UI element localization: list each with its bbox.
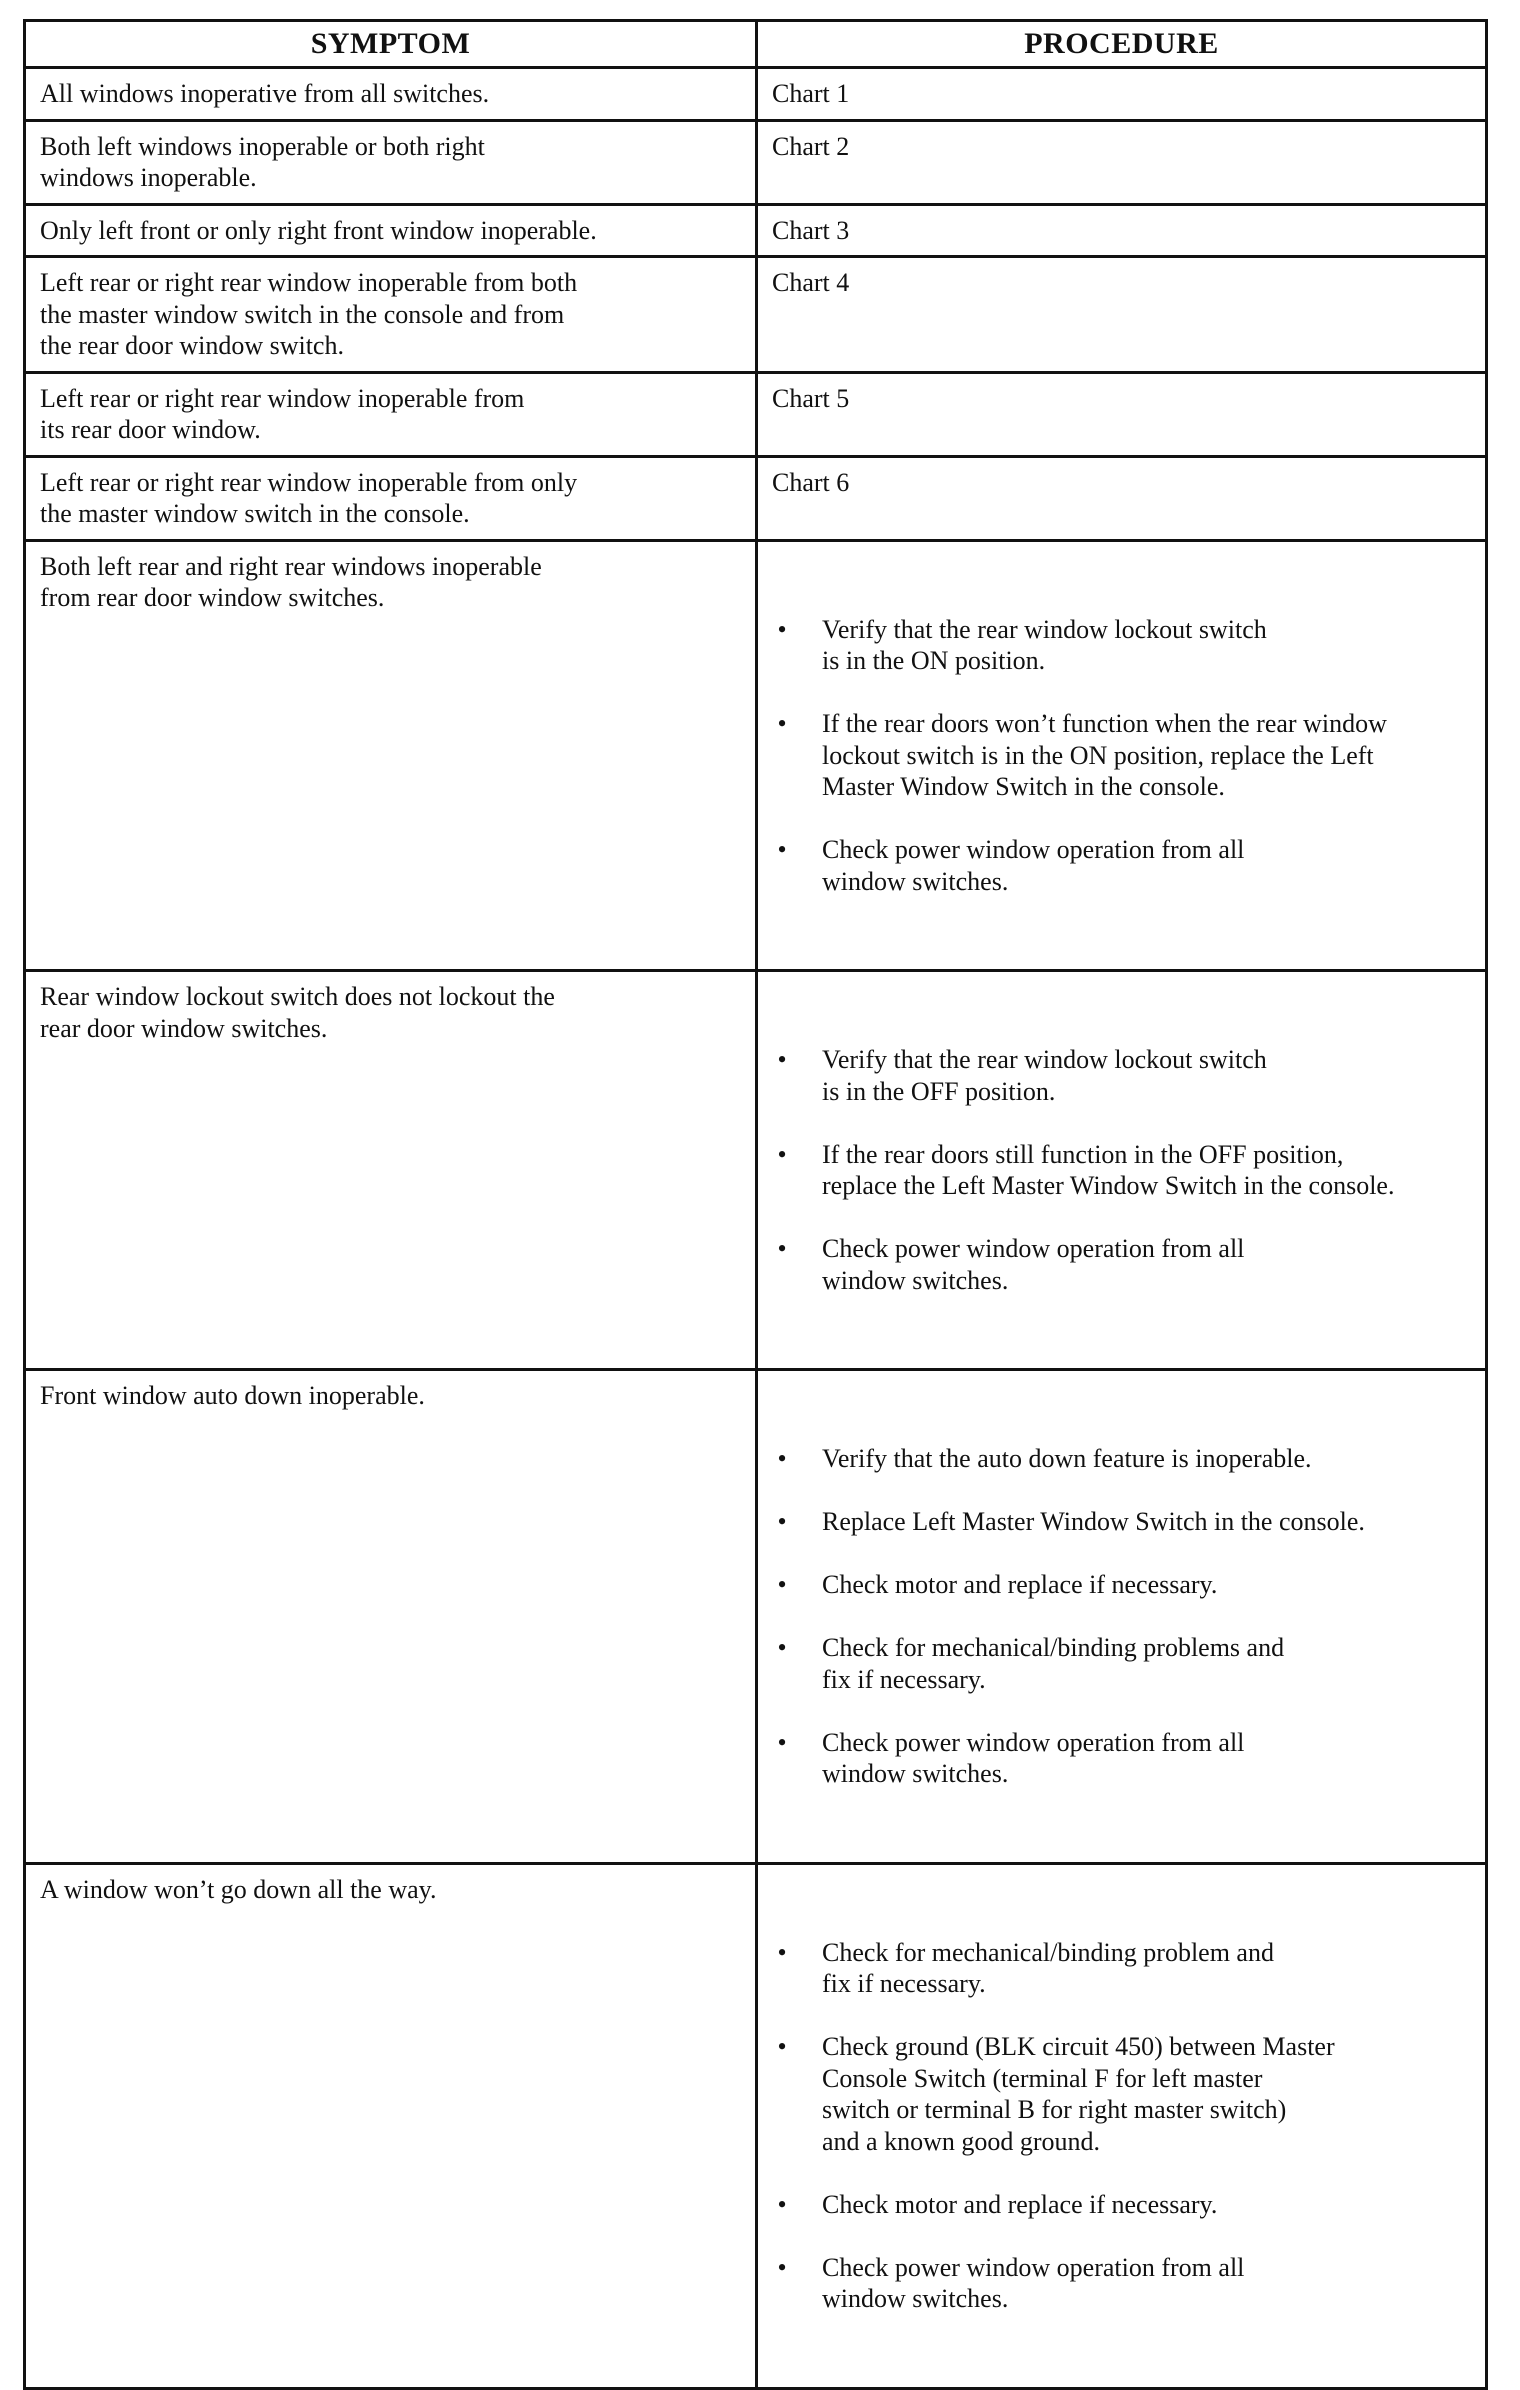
bullet-icon: •: [777, 2032, 787, 2061]
step-text: Check power window operation from all window switches.: [822, 2252, 1245, 2313]
bullet-icon: •: [777, 1727, 787, 1757]
procedure-step: [772, 1569, 1473, 1601]
bullet-icon: •: [777, 1507, 787, 1536]
symptom-cell: Left rear or right rear window inoperable from both the master window switch in the console and from the rear door window switch.: [25, 257, 757, 373]
step-text: Check motor and replace if necessary.: [822, 2189, 1218, 2219]
procedure-steps: [772, 1412, 1473, 1822]
procedure-cell: Chart 4: [757, 257, 1487, 373]
procedure-step: [772, 1044, 1473, 1107]
procedure-cell: Chart 6: [757, 456, 1487, 540]
procedure-steps: [772, 582, 1473, 929]
bullet-icon: •: [777, 1937, 787, 1967]
header-row: [25, 21, 1487, 68]
symptom-cell: A window won’t go down all the way.: [25, 1863, 757, 2388]
symptom-cell: All windows inoperative from all switches.: [25, 68, 757, 121]
symptom-cell: Only left front or only right front window inoperable.: [25, 204, 757, 257]
symptom-cell: Both left rear and right rear windows inoperable from rear door window switches.: [25, 540, 757, 971]
procedure-step: [772, 2031, 1473, 2157]
bullet-icon: •: [777, 835, 787, 864]
table-row: [25, 1370, 1487, 1864]
procedure-steps: [772, 1905, 1473, 2346]
procedure-cell: Chart 2: [757, 120, 1487, 204]
bullet-icon: •: [777, 2189, 787, 2219]
bullet-icon: •: [777, 1570, 787, 1599]
step-text: If the rear doors still function in the OFF position, replace the Left Master Window Switch in the console.: [822, 1139, 1395, 1200]
procedure-cell: Chart 5: [757, 372, 1487, 456]
step-text: Check power window operation from all window switches.: [822, 835, 1245, 896]
procedure-step: [772, 2189, 1473, 2221]
table-row: [25, 540, 1487, 971]
procedure-step: [772, 834, 1473, 897]
step-text: Check for mechanical/binding problem and fix if necessary.: [822, 1937, 1274, 1998]
table-row: [25, 456, 1487, 540]
step-text: If the rear doors won’t function when the rear window lockout switch is in the ON position, replace the Left Master Window Switch in the console.: [822, 709, 1387, 801]
symptom-procedure-table: [23, 19, 1488, 2390]
procedure-step: [772, 1443, 1473, 1475]
table-row: [25, 1863, 1487, 2388]
symptom-cell: Front window auto down inoperable.: [25, 1370, 757, 1864]
step-text: Verify that the rear window lockout switch is in the OFF position.: [822, 1045, 1267, 1106]
bullet-icon: •: [777, 1234, 787, 1263]
symptom-column-header: SYMPTOM: [25, 21, 757, 68]
procedure-step: [772, 1937, 1473, 2000]
bullet-icon: •: [777, 2252, 787, 2282]
step-text: Check motor and replace if necessary.: [822, 1570, 1218, 1599]
bullet-icon: •: [777, 614, 787, 644]
procedure-step: [772, 1727, 1473, 1790]
bullet-icon: •: [777, 709, 787, 738]
bullet-icon: •: [777, 1633, 787, 1662]
table-row: [25, 68, 1487, 121]
procedure-cell: [757, 1863, 1487, 2388]
procedure-step: [772, 708, 1473, 803]
procedure-cell: Chart 3: [757, 204, 1487, 257]
step-text: Verify that the rear window lockout switch is in the ON position.: [822, 614, 1267, 675]
step-text: Check power window operation from all window switches.: [822, 1727, 1245, 1788]
symptom-cell: Both left windows inoperable or both right windows inoperable.: [25, 120, 757, 204]
step-text: Verify that the auto down feature is inoperable.: [822, 1444, 1312, 1473]
step-text: Replace Left Master Window Switch in the console.: [822, 1507, 1365, 1536]
procedure-cell: [757, 1370, 1487, 1864]
table-row: [25, 971, 1487, 1370]
table-row: [25, 257, 1487, 373]
bullet-icon: •: [777, 1139, 787, 1169]
step-text: Check power window operation from all window switches.: [822, 1234, 1245, 1295]
symptom-cell: Rear window lockout switch does not lockout the rear door window switches.: [25, 971, 757, 1370]
table-row: [25, 372, 1487, 456]
procedure-step: [772, 1506, 1473, 1538]
procedure-cell: Chart 1: [757, 68, 1487, 121]
symptom-cell: Left rear or right rear window inoperable from only the master window switch in the console.: [25, 456, 757, 540]
table-row: [25, 120, 1487, 204]
procedure-step: [772, 1233, 1473, 1296]
procedure-step: [772, 2252, 1473, 2315]
symptom-cell: Left rear or right rear window inoperable from its rear door window.: [25, 372, 757, 456]
table-row: [25, 204, 1487, 257]
procedure-cell: [757, 971, 1487, 1370]
table-header: [25, 21, 1487, 68]
bullet-icon: •: [777, 1444, 787, 1473]
procedure-step: [772, 1139, 1473, 1202]
procedure-column-header: PROCEDURE: [757, 21, 1487, 68]
table-body: [25, 68, 1487, 2389]
procedure-cell: [757, 540, 1487, 971]
step-text: Check ground (BLK circuit 450) between Master Console Switch (terminal F for left master switch or terminal B for right master switch) and a known good ground.: [822, 2032, 1335, 2156]
step-text: Check for mechanical/binding problems and fix if necessary.: [822, 1633, 1285, 1694]
bullet-icon: •: [777, 1045, 787, 1074]
procedure-steps: [772, 1013, 1473, 1328]
procedure-step: [772, 1632, 1473, 1695]
procedure-step: [772, 614, 1473, 677]
